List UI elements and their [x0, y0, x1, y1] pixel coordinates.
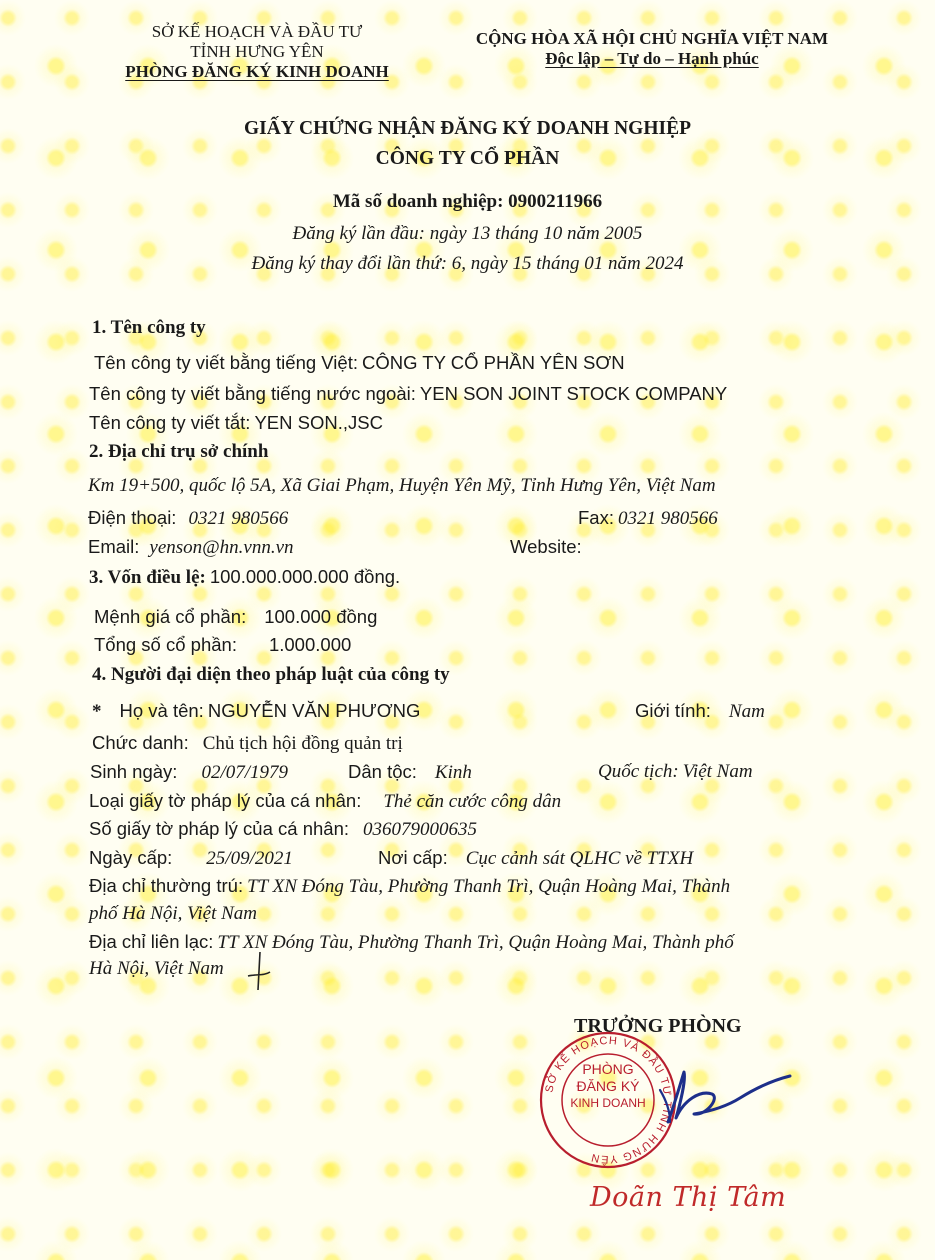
website-label: Website:	[510, 536, 582, 557]
company-type: CÔNG TY CỔ PHẦN	[375, 148, 560, 169]
issue-place-row	[378, 847, 693, 870]
contact-address-value-2: Hà Nội, Việt Nam	[89, 958, 224, 979]
id-number-label: Số giấy tờ pháp lý của cá nhân:	[89, 818, 349, 839]
section-charter-capital: 3. Vốn điều lệ:	[89, 567, 206, 588]
bullet: *	[92, 701, 102, 722]
business-code	[0, 191, 935, 213]
issue-date-label: Ngày cấp:	[89, 847, 173, 868]
ethnicity-label: Dân tộc:	[348, 761, 417, 782]
initial-mark-icon	[244, 950, 274, 992]
position-row	[92, 732, 403, 755]
nationality-value: Việt Nam	[682, 761, 753, 782]
phone-label: Điện thoại:	[88, 507, 177, 528]
signature-title: TRƯỞNG PHÒNG	[574, 1015, 742, 1037]
id-type-label: Loại giấy tờ pháp lý của cá nhân:	[89, 790, 362, 811]
vn-name-value: CÔNG TY CỔ PHẦN YÊN SƠN	[361, 352, 625, 373]
issue-date-row	[89, 847, 293, 870]
seal-line-3: KINH DOANH	[570, 1096, 646, 1110]
rep-name-value: NGUYỄN VĂN PHƯƠNG	[207, 700, 421, 721]
seal-line-1: PHÒNG	[582, 1061, 634, 1077]
contact-address-row	[89, 931, 734, 954]
vn-name-label: Tên công ty viết bằng tiếng Việt:	[94, 352, 358, 373]
motto: Độc lập – Tự do – Hạnh phúc	[545, 49, 759, 68]
vn-name-row	[94, 352, 625, 374]
issuer-line-3: PHÒNG ĐĂNG KÝ KINH DOANH	[125, 62, 389, 81]
foreign-name-label: Tên công ty viết bằng tiếng nước ngoài:	[89, 383, 416, 404]
dob-label: Sinh ngày:	[90, 761, 178, 782]
ethnicity-row	[348, 761, 472, 784]
id-number-value: 036079000635	[363, 819, 477, 840]
first-registration: Đăng ký lần đầu: ngày 13 tháng 10 năm 2005	[292, 223, 643, 244]
par-value-row	[94, 606, 377, 628]
section-legal-representative: 4. Người đại diện theo pháp luật của công ty	[92, 664, 450, 685]
seal-line-2: ĐĂNG KÝ	[576, 1078, 640, 1094]
handwritten-signature-icon	[640, 1060, 800, 1140]
nationality-row	[598, 761, 753, 783]
email-row	[88, 536, 294, 559]
issuer-department	[102, 22, 412, 82]
issue-place-value: Cục cảnh sát QLHC về TTXH	[465, 848, 694, 869]
national-motto	[452, 29, 852, 69]
par-value-value: 100.000 đồng	[264, 606, 378, 627]
phone-value: 0321 980566	[188, 508, 289, 529]
gender-value: Nam	[728, 701, 765, 722]
total-shares-label: Tổng số cổ phần:	[94, 634, 237, 655]
issue-date-value: 25/09/2021	[206, 848, 293, 869]
permanent-address-row	[89, 875, 730, 898]
change-registration: Đăng ký thay đổi lần thứ: 6, ngày 15 tháng 01 năm 2024	[251, 253, 684, 274]
phone-row	[88, 507, 288, 530]
id-number-row	[89, 818, 477, 841]
charter-capital-row	[89, 566, 400, 589]
dob-value: 02/07/1979	[201, 762, 288, 783]
foreign-name-value: YEN SON JOINT STOCK COMPANY	[419, 383, 728, 404]
permanent-address-value-1: TT XN Đóng Tàu, Phường Thanh Trì, Quận Hoàng Mai, Thành	[247, 876, 731, 897]
issuer-line-1: SỞ KẾ HOẠCH VÀ ĐẦU TƯ	[151, 22, 363, 41]
issuer-line-2: TỈNH HƯNG YÊN	[190, 42, 324, 61]
id-type-row	[89, 790, 561, 813]
seal-center	[564, 1056, 652, 1149]
issue-place-label: Nơi cấp:	[378, 847, 448, 868]
signer-name: Doãn Thị Tâm	[590, 1182, 787, 1213]
ethnicity-value: Kinh	[434, 762, 472, 783]
email-value: yenson@hn.vnn.vn	[149, 537, 294, 558]
email-label: Email:	[88, 536, 140, 557]
gender-row	[635, 700, 765, 723]
fax-row	[578, 507, 718, 530]
id-type-value: Thẻ căn cước công dân	[383, 791, 562, 812]
total-shares-value: 1.000.000	[268, 634, 352, 655]
total-shares-row	[94, 634, 351, 656]
fax-label: Fax:	[578, 507, 614, 528]
position-label: Chức danh:	[92, 732, 189, 753]
short-name-row	[89, 412, 383, 434]
foreign-name-row	[89, 383, 727, 405]
head-office-address: Km 19+500, quốc lộ 5A, Xã Giai Phạm, Huyện Yên Mỹ, Tỉnh Hưng Yên, Việt Nam	[88, 475, 716, 496]
rep-name-label: Họ và tên:	[119, 700, 204, 721]
dob-row	[90, 761, 288, 784]
permanent-address-label: Địa chỉ thường trú:	[89, 875, 244, 896]
contact-address-value-1: TT XN Đóng Tàu, Phường Thanh Trì, Quận Hoàng Mai, Thành phố	[217, 932, 734, 953]
fax-value: 0321 980566	[617, 508, 718, 529]
contact-address-label: Địa chỉ liên lạc:	[89, 931, 214, 952]
seal-ring-text: SỞ KẾ HOẠCH VÀ ĐẦU TƯ TỈNH HƯNG YÊN	[543, 1034, 674, 1166]
certificate-title: GIẤY CHỨNG NHẬN ĐĂNG KÝ DOANH NGHIỆP	[243, 118, 692, 139]
business-code-label: Mã số doanh nghiệp:	[332, 191, 504, 212]
section-company-name: 1. Tên công ty	[92, 317, 206, 338]
section-head-office: 2. Địa chỉ trụ sở chính	[89, 441, 269, 462]
par-value-label: Mệnh giá cổ phần:	[94, 606, 247, 627]
short-name-label: Tên công ty viết tắt:	[89, 412, 251, 433]
position-value: Chủ tịch hội đồng quản trị	[202, 733, 403, 754]
business-code-value: 0900211966	[508, 191, 603, 212]
permanent-address-value-2: phố Hà Nội, Việt Nam	[89, 903, 258, 924]
rep-name-row	[92, 700, 420, 723]
short-name-value: YEN SON.,JSC	[254, 412, 383, 433]
gender-label: Giới tính:	[635, 700, 711, 721]
country-name: CỘNG HÒA XÃ HỘI CHỦ NGHĨA VIỆT NAM	[475, 29, 829, 48]
charter-capital-value: 100.000.000.000 đồng.	[209, 566, 401, 587]
nationality-label: Quốc tịch:	[598, 761, 679, 782]
